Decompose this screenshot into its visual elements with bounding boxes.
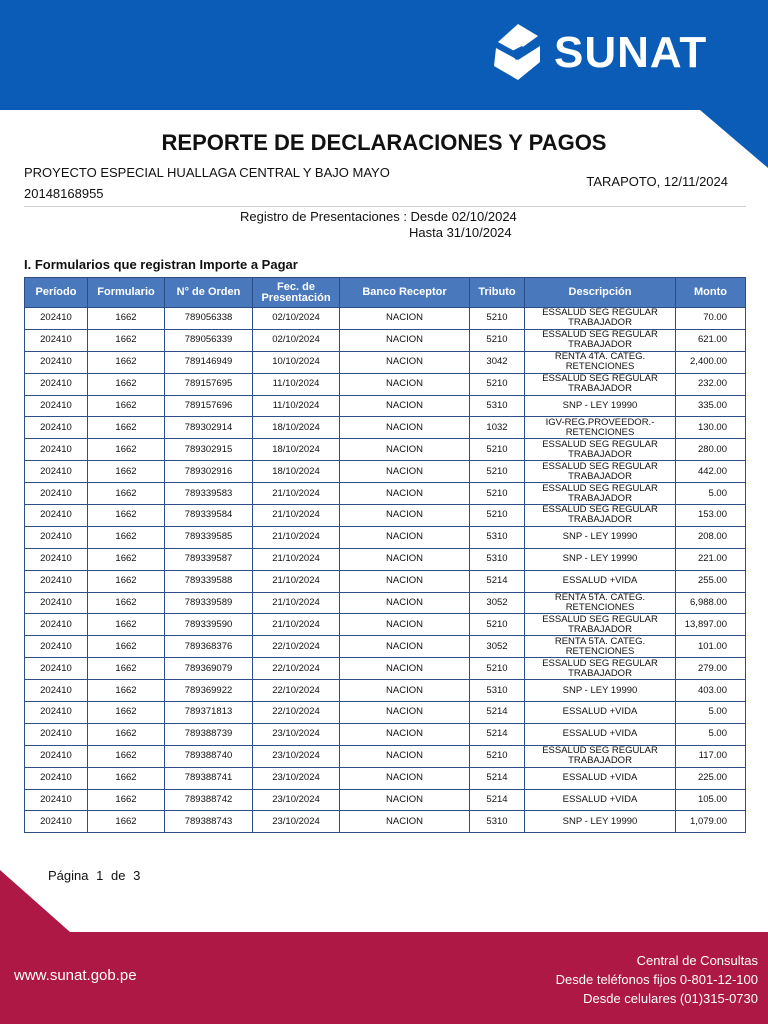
cell-monto: 442.00 <box>676 461 746 483</box>
cell-orden: 789339590 <box>165 614 253 636</box>
cell-periodo: 202410 <box>25 570 88 592</box>
cell-banco: NACION <box>340 789 470 811</box>
cell-banco: NACION <box>340 526 470 548</box>
table-row <box>25 329 746 351</box>
cell-orden: 789388743 <box>165 811 253 833</box>
cell-monto: 1,079.00 <box>676 811 746 833</box>
place-date: TARAPOTO, 12/11/2024 <box>586 174 728 189</box>
table-row <box>25 680 746 702</box>
cell-descripcion: ESSALUD SEG REGULAR TRABAJADOR <box>525 439 676 461</box>
cell-formulario: 1662 <box>88 505 165 527</box>
cell-fecha: 23/10/2024 <box>253 723 340 745</box>
cell-tributo: 5210 <box>470 461 525 483</box>
pagination-total: 3 <box>133 868 141 883</box>
cell-orden: 789302915 <box>165 439 253 461</box>
column-header-monto: Monto <box>676 278 746 308</box>
table-row <box>25 483 746 505</box>
cell-monto: 105.00 <box>676 789 746 811</box>
cell-fecha: 22/10/2024 <box>253 658 340 680</box>
cell-formulario: 1662 <box>88 395 165 417</box>
cell-periodo: 202410 <box>25 680 88 702</box>
cell-formulario: 1662 <box>88 439 165 461</box>
cell-orden: 789339588 <box>165 570 253 592</box>
cell-fecha: 21/10/2024 <box>253 570 340 592</box>
cell-periodo: 202410 <box>25 351 88 373</box>
cell-tributo: 3052 <box>470 636 525 658</box>
cell-banco: NACION <box>340 723 470 745</box>
cell-descripcion: ESSALUD SEG REGULAR TRABAJADOR <box>525 745 676 767</box>
table-row <box>25 548 746 570</box>
cell-fecha: 22/10/2024 <box>253 680 340 702</box>
cell-descripcion: SNP - LEY 19990 <box>525 680 676 702</box>
cell-tributo: 5210 <box>470 658 525 680</box>
cell-tributo: 5210 <box>470 745 525 767</box>
cell-monto: 5.00 <box>676 483 746 505</box>
declarations-table <box>24 277 746 833</box>
cell-descripcion: ESSALUD SEG REGULAR TRABAJADOR <box>525 373 676 395</box>
pagination-current: 1 <box>96 868 104 883</box>
organization-name: PROYECTO ESPECIAL HUALLAGA CENTRAL Y BAJO MAYO <box>24 165 390 180</box>
website-link[interactable]: www.sunat.gob.pe <box>14 967 137 984</box>
cell-periodo: 202410 <box>25 526 88 548</box>
cell-tributo: 5310 <box>470 680 525 702</box>
cell-periodo: 202410 <box>25 702 88 724</box>
cell-tributo: 5210 <box>470 439 525 461</box>
pagination <box>48 868 144 883</box>
cell-fecha: 23/10/2024 <box>253 789 340 811</box>
cell-descripcion: RENTA 4TA. CATEG. RETENCIONES <box>525 351 676 373</box>
cell-monto: 221.00 <box>676 548 746 570</box>
cell-fecha: 18/10/2024 <box>253 439 340 461</box>
cell-banco: NACION <box>340 745 470 767</box>
cell-tributo: 3052 <box>470 592 525 614</box>
cell-periodo: 202410 <box>25 483 88 505</box>
cell-tributo: 5210 <box>470 614 525 636</box>
cell-tributo: 5210 <box>470 483 525 505</box>
cell-monto: 335.00 <box>676 395 746 417</box>
cell-fecha: 23/10/2024 <box>253 767 340 789</box>
pagination-label: Página <box>48 868 89 883</box>
cell-formulario: 1662 <box>88 526 165 548</box>
cell-descripcion: ESSALUD +VIDA <box>525 723 676 745</box>
section-title: I. Formularios que registran Importe a Pagar <box>24 257 298 272</box>
cell-formulario: 1662 <box>88 636 165 658</box>
table-row <box>25 570 746 592</box>
table-row <box>25 767 746 789</box>
cell-periodo: 202410 <box>25 723 88 745</box>
cell-periodo: 202410 <box>25 439 88 461</box>
sunat-logo-icon <box>488 22 548 84</box>
cell-fecha: 21/10/2024 <box>253 592 340 614</box>
cell-formulario: 1662 <box>88 702 165 724</box>
cell-descripcion: SNP - LEY 19990 <box>525 526 676 548</box>
table-row <box>25 439 746 461</box>
cell-descripcion: ESSALUD SEG REGULAR TRABAJADOR <box>525 505 676 527</box>
cell-fecha: 23/10/2024 <box>253 811 340 833</box>
cell-banco: NACION <box>340 548 470 570</box>
cell-tributo: 5310 <box>470 548 525 570</box>
cell-monto: 5.00 <box>676 723 746 745</box>
cell-orden: 789146949 <box>165 351 253 373</box>
cell-formulario: 1662 <box>88 789 165 811</box>
cell-periodo: 202410 <box>25 614 88 636</box>
cell-banco: NACION <box>340 767 470 789</box>
cell-monto: 70.00 <box>676 308 746 330</box>
cell-periodo: 202410 <box>25 329 88 351</box>
registration-to: Hasta 31/10/2024 <box>409 225 512 240</box>
cell-formulario: 1662 <box>88 614 165 636</box>
cell-descripcion: ESSALUD SEG REGULAR TRABAJADOR <box>525 461 676 483</box>
table-row <box>25 308 746 330</box>
cell-tributo: 3042 <box>470 351 525 373</box>
cell-banco: NACION <box>340 483 470 505</box>
cell-monto: 403.00 <box>676 680 746 702</box>
cell-orden: 789388740 <box>165 745 253 767</box>
cell-fecha: 21/10/2024 <box>253 614 340 636</box>
cell-monto: 130.00 <box>676 417 746 439</box>
cell-periodo: 202410 <box>25 308 88 330</box>
cell-orden: 789056338 <box>165 308 253 330</box>
cell-formulario: 1662 <box>88 811 165 833</box>
pagination-sep: de <box>110 868 126 883</box>
cell-monto: 13,897.00 <box>676 614 746 636</box>
cell-orden: 789369922 <box>165 680 253 702</box>
cell-formulario: 1662 <box>88 745 165 767</box>
cell-fecha: 21/10/2024 <box>253 505 340 527</box>
cell-descripcion: RENTA 5TA. CATEG. RETENCIONES <box>525 592 676 614</box>
cell-banco: NACION <box>340 680 470 702</box>
cell-tributo: 5210 <box>470 308 525 330</box>
cell-descripcion: ESSALUD +VIDA <box>525 789 676 811</box>
cell-fecha: 21/10/2024 <box>253 548 340 570</box>
cell-banco: NACION <box>340 373 470 395</box>
sunat-logo[interactable] <box>488 22 733 84</box>
column-header-formulario: Formulario <box>88 278 165 308</box>
cell-periodo: 202410 <box>25 461 88 483</box>
cell-monto: 225.00 <box>676 767 746 789</box>
table-row <box>25 526 746 548</box>
cell-monto: 232.00 <box>676 373 746 395</box>
cell-descripcion: RENTA 5TA. CATEG. RETENCIONES <box>525 636 676 658</box>
cell-formulario: 1662 <box>88 723 165 745</box>
cell-orden: 789388741 <box>165 767 253 789</box>
cell-banco: NACION <box>340 417 470 439</box>
cell-tributo: 5214 <box>470 702 525 724</box>
cell-banco: NACION <box>340 702 470 724</box>
cell-formulario: 1662 <box>88 461 165 483</box>
cell-tributo: 5310 <box>470 395 525 417</box>
column-header-descripcion: Descripción <box>525 278 676 308</box>
cell-tributo: 5214 <box>470 570 525 592</box>
table-row <box>25 351 746 373</box>
cell-orden: 789157696 <box>165 395 253 417</box>
cell-orden: 789339584 <box>165 505 253 527</box>
cell-monto: 621.00 <box>676 329 746 351</box>
cell-descripcion: ESSALUD SEG REGULAR TRABAJADOR <box>525 614 676 636</box>
table-row <box>25 723 746 745</box>
cell-periodo: 202410 <box>25 811 88 833</box>
cell-descripcion: ESSALUD +VIDA <box>525 767 676 789</box>
cell-tributo: 5214 <box>470 789 525 811</box>
registration-from: Registro de Presentaciones : Desde 02/10/2024 <box>240 209 517 224</box>
cell-fecha: 11/10/2024 <box>253 395 340 417</box>
cell-monto: 5.00 <box>676 702 746 724</box>
cell-banco: NACION <box>340 395 470 417</box>
cell-orden: 789368376 <box>165 636 253 658</box>
table-row <box>25 395 746 417</box>
cell-banco: NACION <box>340 592 470 614</box>
cell-formulario: 1662 <box>88 767 165 789</box>
report-title: REPORTE DE DECLARACIONES Y PAGOS <box>161 130 607 155</box>
cell-orden: 789056339 <box>165 329 253 351</box>
cell-descripcion: SNP - LEY 19990 <box>525 395 676 417</box>
cell-fecha: 02/10/2024 <box>253 329 340 351</box>
table-header-row <box>25 278 746 308</box>
table-row <box>25 636 746 658</box>
cell-fecha: 23/10/2024 <box>253 745 340 767</box>
cell-banco: NACION <box>340 570 470 592</box>
cell-monto: 153.00 <box>676 505 746 527</box>
cell-descripcion: ESSALUD SEG REGULAR TRABAJADOR <box>525 658 676 680</box>
cell-descripcion: IGV-REG.PROVEEDOR.- RETENCIONES <box>525 417 676 439</box>
cell-periodo: 202410 <box>25 767 88 789</box>
table-row <box>25 505 746 527</box>
divider <box>24 206 746 207</box>
cell-fecha: 21/10/2024 <box>253 526 340 548</box>
cell-fecha: 10/10/2024 <box>253 351 340 373</box>
column-header-tributo: Tributo <box>470 278 525 308</box>
cell-formulario: 1662 <box>88 483 165 505</box>
cell-descripcion: ESSALUD SEG REGULAR TRABAJADOR <box>525 329 676 351</box>
ruc-number: 20148168955 <box>24 186 104 201</box>
cell-formulario: 1662 <box>88 680 165 702</box>
cell-fecha: 21/10/2024 <box>253 483 340 505</box>
cell-monto: 101.00 <box>676 636 746 658</box>
cell-fecha: 18/10/2024 <box>253 417 340 439</box>
cell-fecha: 22/10/2024 <box>253 636 340 658</box>
cell-tributo: 5210 <box>470 505 525 527</box>
cell-formulario: 1662 <box>88 417 165 439</box>
cell-monto: 279.00 <box>676 658 746 680</box>
cell-orden: 789339585 <box>165 526 253 548</box>
cell-orden: 789157695 <box>165 373 253 395</box>
cell-periodo: 202410 <box>25 395 88 417</box>
table-row <box>25 789 746 811</box>
table-row <box>25 745 746 767</box>
cell-tributo: 5310 <box>470 526 525 548</box>
cell-formulario: 1662 <box>88 373 165 395</box>
table-row <box>25 658 746 680</box>
table-row <box>25 373 746 395</box>
consult-title: Central de Consultas <box>636 953 758 968</box>
brand-name: SUNAT <box>554 28 708 77</box>
cell-orden: 789369079 <box>165 658 253 680</box>
cell-formulario: 1662 <box>88 570 165 592</box>
cell-orden: 789302914 <box>165 417 253 439</box>
column-header-fecha: Fec. de Presentación <box>253 278 340 308</box>
cell-periodo: 202410 <box>25 548 88 570</box>
table-row <box>25 592 746 614</box>
cell-descripcion: SNP - LEY 19990 <box>525 811 676 833</box>
cell-monto: 255.00 <box>676 570 746 592</box>
cell-tributo: 1032 <box>470 417 525 439</box>
cell-banco: NACION <box>340 329 470 351</box>
phone-cell: Desde celulares (01)315-0730 <box>583 991 758 1006</box>
cell-orden: 789388739 <box>165 723 253 745</box>
cell-banco: NACION <box>340 505 470 527</box>
cell-banco: NACION <box>340 658 470 680</box>
cell-tributo: 5210 <box>470 329 525 351</box>
cell-periodo: 202410 <box>25 505 88 527</box>
cell-periodo: 202410 <box>25 789 88 811</box>
cell-orden: 789371813 <box>165 702 253 724</box>
cell-periodo: 202410 <box>25 636 88 658</box>
table-row <box>25 461 746 483</box>
cell-banco: NACION <box>340 439 470 461</box>
cell-monto: 117.00 <box>676 745 746 767</box>
column-header-orden: N° de Orden <box>165 278 253 308</box>
cell-periodo: 202410 <box>25 658 88 680</box>
table-row <box>25 417 746 439</box>
cell-formulario: 1662 <box>88 329 165 351</box>
cell-monto: 280.00 <box>676 439 746 461</box>
cell-fecha: 22/10/2024 <box>253 702 340 724</box>
cell-banco: NACION <box>340 636 470 658</box>
cell-orden: 789302916 <box>165 461 253 483</box>
table-row <box>25 614 746 636</box>
cell-monto: 2,400.00 <box>676 351 746 373</box>
cell-tributo: 5214 <box>470 723 525 745</box>
contact-info <box>556 951 758 1008</box>
cell-banco: NACION <box>340 351 470 373</box>
cell-orden: 789339589 <box>165 592 253 614</box>
cell-periodo: 202410 <box>25 745 88 767</box>
table-row <box>25 811 746 833</box>
cell-descripcion: ESSALUD +VIDA <box>525 702 676 724</box>
column-header-banco: Banco Receptor <box>340 278 470 308</box>
cell-formulario: 1662 <box>88 308 165 330</box>
column-header-periodo: Período <box>25 278 88 308</box>
cell-periodo: 202410 <box>25 373 88 395</box>
table-row <box>25 702 746 724</box>
cell-tributo: 5210 <box>470 373 525 395</box>
cell-monto: 6,988.00 <box>676 592 746 614</box>
cell-descripcion: SNP - LEY 19990 <box>525 548 676 570</box>
cell-periodo: 202410 <box>25 417 88 439</box>
cell-banco: NACION <box>340 461 470 483</box>
cell-orden: 789388742 <box>165 789 253 811</box>
cell-formulario: 1662 <box>88 548 165 570</box>
cell-orden: 789339583 <box>165 483 253 505</box>
cell-orden: 789339587 <box>165 548 253 570</box>
phone-fixed: Desde teléfonos fijos 0-801-12-100 <box>555 972 758 987</box>
cell-tributo: 5310 <box>470 811 525 833</box>
cell-monto: 208.00 <box>676 526 746 548</box>
cell-banco: NACION <box>340 308 470 330</box>
cell-tributo: 5214 <box>470 767 525 789</box>
cell-banco: NACION <box>340 811 470 833</box>
cell-descripcion: ESSALUD SEG REGULAR TRABAJADOR <box>525 308 676 330</box>
cell-descripcion: ESSALUD SEG REGULAR TRABAJADOR <box>525 483 676 505</box>
cell-fecha: 11/10/2024 <box>253 373 340 395</box>
cell-formulario: 1662 <box>88 592 165 614</box>
cell-fecha: 18/10/2024 <box>253 461 340 483</box>
cell-formulario: 1662 <box>88 658 165 680</box>
cell-banco: NACION <box>340 614 470 636</box>
cell-formulario: 1662 <box>88 351 165 373</box>
cell-periodo: 202410 <box>25 592 88 614</box>
cell-descripcion: ESSALUD +VIDA <box>525 570 676 592</box>
cell-fecha: 02/10/2024 <box>253 308 340 330</box>
